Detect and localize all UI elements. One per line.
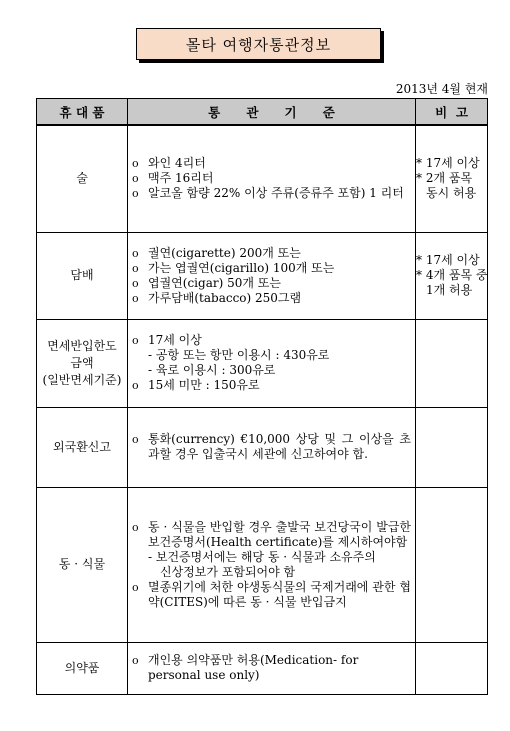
circle-bullet-icon: o <box>132 379 139 392</box>
circle-bullet-icon: o <box>132 187 139 201</box>
standard-dutyfree <box>128 319 416 407</box>
circle-bullet-icon: o <box>132 654 139 667</box>
sub-item: - 공항 또는 항만 이용시 : 430유로 <box>148 348 330 362</box>
category-currency: 외국환신고 <box>37 407 128 487</box>
page-title-text: 몰타 여행자통관정보 <box>185 35 332 54</box>
table-row-currency <box>37 407 488 487</box>
note-plants <box>416 487 488 642</box>
table-row-medicine <box>37 642 488 694</box>
customs-info-table <box>36 98 488 695</box>
table-header-row <box>37 99 488 126</box>
table-row-alcohol <box>37 125 488 232</box>
circle-bullet-icon: o <box>132 580 139 594</box>
category-tobacco: 담배 <box>37 232 128 319</box>
note-dutyfree <box>416 319 488 407</box>
list-item: o 가는 엽궐연(cigarillo) 100개 또는 <box>132 260 335 275</box>
list-item: o 와인 4리터 <box>132 156 206 171</box>
circle-bullet-icon: o <box>132 433 139 446</box>
note-currency <box>416 407 488 487</box>
table-row-tobacco <box>37 232 488 319</box>
sub-item-continued: 신상정보가 포함되어야 함 <box>160 564 296 579</box>
list-item: o 개인용 의약품만 허용(Medication- for personal use only) <box>132 653 359 682</box>
category-dutyfree: 면세반입한도 금액 (일반면세기준) <box>37 319 128 407</box>
list-item: o 동 · 식물을 반입할 경우 출발국 보건당국이 발급한 보건증명서(Health certificate)를 제시하여야함 <box>132 519 411 549</box>
list-item: o 궐연(cigarette) 200개 또는 <box>132 245 301 260</box>
page-title <box>136 28 381 60</box>
category-alcohol: 술 <box>37 125 128 232</box>
circle-bullet-icon: o <box>132 291 139 305</box>
circle-bullet-icon: o <box>132 246 139 260</box>
note-medicine <box>416 642 488 694</box>
circle-bullet-icon: o <box>132 276 139 290</box>
list-item: o 15세 미만 : 150유로 <box>132 378 260 392</box>
list-item: o 통화(currency) €10,000 상당 및 그 이상을 초과할 경우 입출국시 세관에 신고하여야 합. <box>132 432 411 461</box>
sub-item: - 육로 이용시 : 300유로 <box>148 363 276 377</box>
circle-bullet-icon: o <box>132 334 139 347</box>
list-item: o 17세 이상 <box>132 333 202 347</box>
as-of-date: 2013년 4월 현재 <box>395 82 488 96</box>
list-item: o 맥주 16리터 <box>132 171 214 186</box>
standard-currency <box>128 407 416 487</box>
sub-item: - 보건증명서에는 해당 동 · 식물과 소유주의 <box>148 549 376 564</box>
note-tobacco: * 17세 이상 * 4개 품목 중 1개 허용 <box>416 232 488 319</box>
note-alcohol: * 17세 이상 * 2개 품목 동시 허용 <box>416 125 488 232</box>
standard-plants <box>128 487 416 642</box>
table-row-dutyfree <box>37 319 488 407</box>
header-note: 비 고 <box>416 99 488 126</box>
list-item: o 알코올 함량 22% 이상 주류(증류주 포함) 1 리터 <box>132 186 404 201</box>
standard-alcohol <box>128 125 416 232</box>
list-item: o 멸종위기에 처한 야생동식물의 국제거래에 관한 협약(CITES)에 따른 동 · 식물 반입금지 <box>132 579 411 609</box>
category-medicine: 의약품 <box>37 642 128 694</box>
list-item: o 엽궐연(cigar) 50개 또는 <box>132 275 281 290</box>
circle-bullet-icon: o <box>132 157 139 171</box>
circle-bullet-icon: o <box>132 261 139 275</box>
category-plants: 동 · 식물 <box>37 487 128 642</box>
circle-bullet-icon: o <box>132 172 139 186</box>
standard-medicine <box>128 642 416 694</box>
circle-bullet-icon: o <box>132 520 139 534</box>
header-item: 휴 대 품 <box>37 99 128 126</box>
list-item: o 가루담배(tabacco) 250그램 <box>132 290 302 305</box>
header-standard: 통 관 기 준 <box>128 99 416 126</box>
table-row-plants <box>37 487 488 642</box>
standard-tobacco <box>128 232 416 319</box>
